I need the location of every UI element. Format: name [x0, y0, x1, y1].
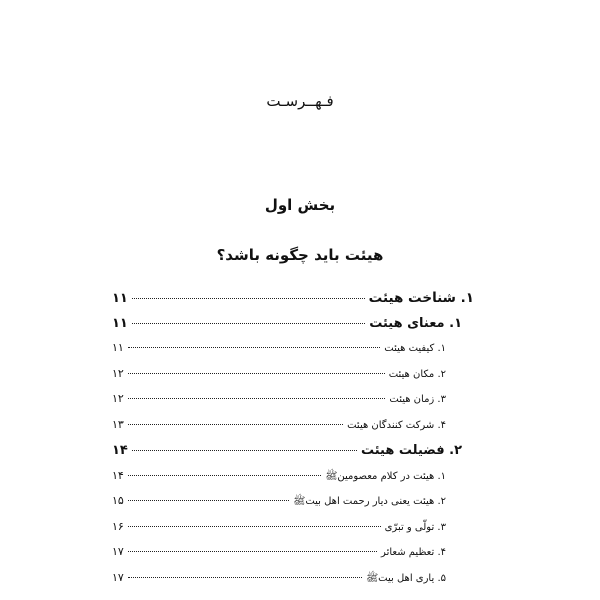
toc-entry-page: ۱۴	[112, 443, 128, 458]
table-of-contents	[112, 290, 474, 596]
dot-leader	[132, 298, 365, 299]
dot-leader	[132, 450, 357, 451]
toc-entry-page: ۱۴	[112, 468, 124, 482]
dot-leader	[128, 398, 386, 399]
toc-entry-page: ۱۲	[112, 392, 124, 405]
toc-entry-page: ۱۱	[112, 291, 128, 306]
dot-leader	[128, 347, 380, 348]
toc-entry[interactable]	[112, 418, 474, 444]
page-title: فـهــرسـت	[266, 92, 334, 110]
toc-entry-page: ۱۳	[112, 417, 124, 431]
dot-leader	[128, 577, 362, 578]
toc-entry-label: ۲. هیئت یعنی دیار رحمت اهل بیت‌ﷺ	[293, 496, 446, 507]
toc-entry[interactable]	[112, 290, 474, 316]
toc-entry[interactable]	[112, 316, 474, 342]
dot-leader	[128, 551, 377, 552]
toc-entry-page: ۱۱	[112, 341, 124, 354]
toc-entry-label: ۴. شرکت کنندگان هیئت	[347, 419, 446, 431]
toc-entry-label: ۱. معنای هیئت	[369, 315, 462, 331]
toc-entry[interactable]	[112, 392, 474, 418]
toc-entry-label: ۲. فضیلت هیئت	[360, 443, 462, 458]
toc-entry[interactable]	[112, 341, 474, 367]
dot-leader	[128, 373, 385, 374]
toc-entry-page: ۱۲	[112, 366, 124, 380]
toc-entry[interactable]	[112, 469, 474, 495]
dot-leader	[128, 424, 343, 425]
dot-leader	[128, 475, 321, 476]
toc-entry-page: ۱۵	[112, 494, 124, 507]
part-subtitle: هیئت باید چگونه باشد؟	[216, 246, 384, 264]
toc-entry-page: ۱۷	[112, 570, 124, 584]
dot-leader	[128, 526, 381, 527]
toc-entry[interactable]	[112, 494, 474, 520]
toc-entry-label: ۱. کیفیت هیئت	[384, 343, 446, 354]
toc-entry-label: ۳. زمان هیئت	[389, 394, 446, 405]
part-title: بخش اول	[264, 196, 336, 214]
toc-entry[interactable]	[112, 520, 474, 546]
toc-entry-label: ۱. هیئت در کلام معصومین‌ﷺ	[325, 470, 446, 482]
toc-entry[interactable]	[112, 545, 474, 571]
toc-entry-label: ۳. تولّی و تبرّی	[384, 521, 446, 533]
toc-entry[interactable]	[112, 571, 474, 597]
toc-entry-page: ۱۶	[112, 519, 124, 533]
toc-entry-page: ۱۷	[112, 545, 124, 558]
toc-entry[interactable]	[112, 443, 474, 469]
toc-entry-label: ۲. مکان هیئت	[388, 368, 446, 380]
toc-entry-label: ۵. یاری اهل بیت‌ﷺ	[366, 572, 446, 584]
dot-leader	[132, 323, 365, 324]
dot-leader	[128, 500, 289, 501]
toc-entry-label: ۴. تعظیم شعائر	[381, 547, 446, 558]
toc-entry-label: ۱. شناخت هیئت	[368, 290, 474, 306]
toc-entry[interactable]	[112, 367, 474, 393]
toc-entry-page: ۱۱	[112, 315, 128, 331]
